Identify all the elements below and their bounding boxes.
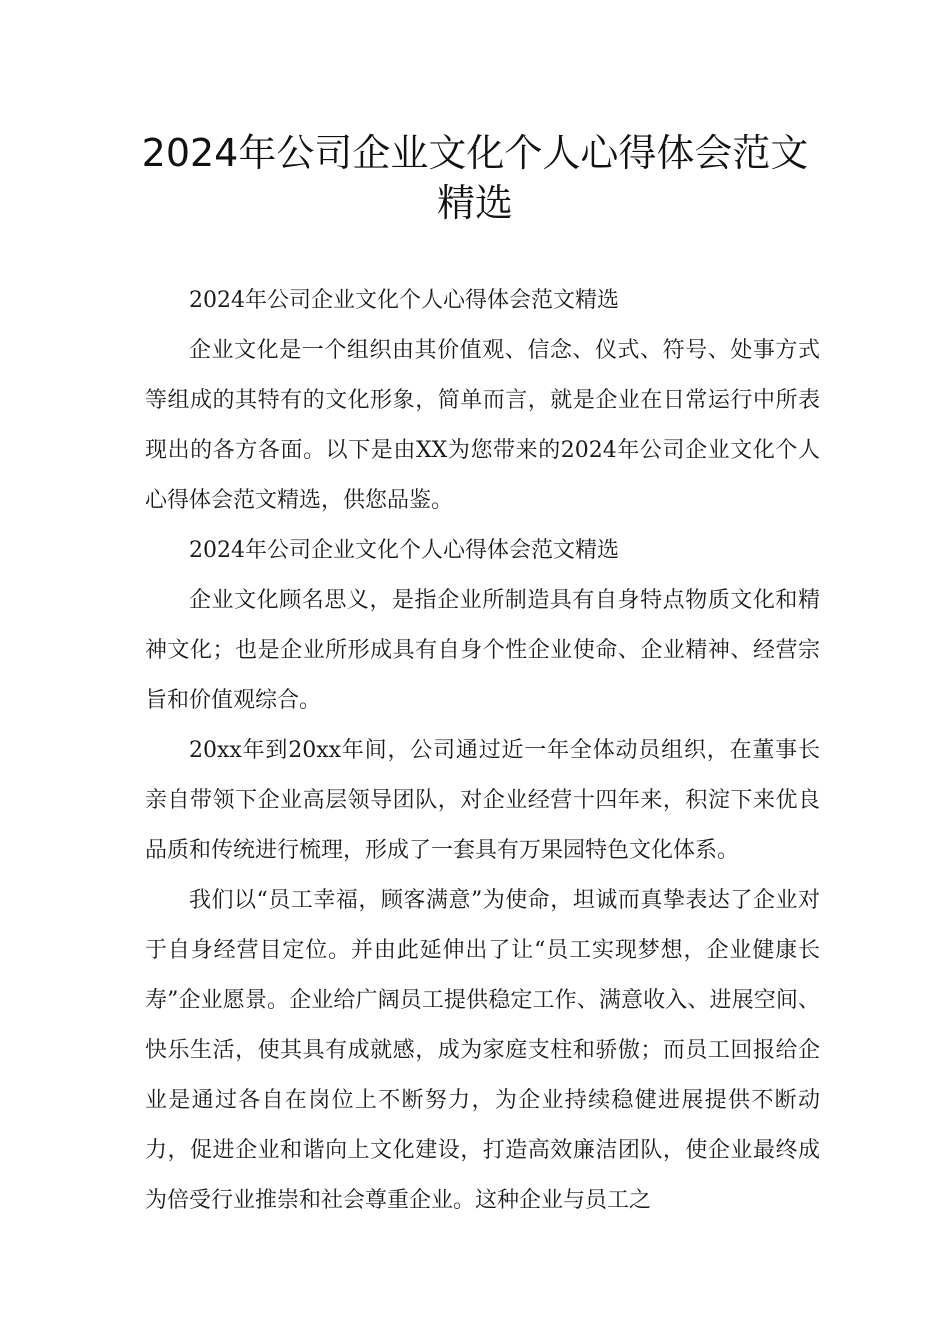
title-line-1: 2024年公司企业文化个人心得体会范文	[141, 131, 809, 175]
paragraph-history: 20xx年到20xx年间，公司通过近一年全体动员组织，在董事长亲自带领下企业高层领导团队，对企业经营十四年来，积淀下来优良品质和传统进行梳理，形成了一套具有万果园特色文化体系。	[145, 738, 820, 863]
paragraph-definition: 企业文化顾名思义，是指企业所制造具有自身特点物质文化和精神文化；也是企业所形成具有自身个性企业使命、企业精神、经营宗旨和价值观综合。	[145, 588, 820, 713]
title-line-2: 精选	[436, 181, 513, 225]
paragraph-subtitle-repeat: 2024年公司企业文化个人心得体会范文精选	[189, 538, 619, 563]
document-title	[120, 128, 830, 228]
document-body	[145, 276, 820, 1226]
paragraph-mission: 我们以“员工幸福，顾客满意”为使命，坦诚而真挚表达了企业对于自身经营目定位。并由此延伸出了让“员工实现梦想，企业健康长寿”企业愿景。企业给广阔员工提供稳定工作、满意收入、进展空间、快乐生活，使其具有成就感，成为家庭支柱和骄傲；而员工回报给企业是通过各自在岗位上不断努力，为企业持续稳健进展提供不断动力，促进企业和谐向上文化建设，打造高效廉洁团队，使企业最终成为倍受行业推崇和社会尊重企业。这种企业与员工之	[145, 888, 820, 1213]
paragraph-subtitle: 2024年公司企业文化个人心得体会范文精选	[189, 288, 619, 313]
paragraph-intro: 企业文化是一个组织由其价值观、信念、仪式、符号、处事方式等组成的其特有的文化形象，简单而言，就是企业在日常运行中所表现出的各方各面。以下是由XX为您带来的2024年公司企业文化个人心得体会范文精选，供您品鉴。	[145, 338, 820, 513]
